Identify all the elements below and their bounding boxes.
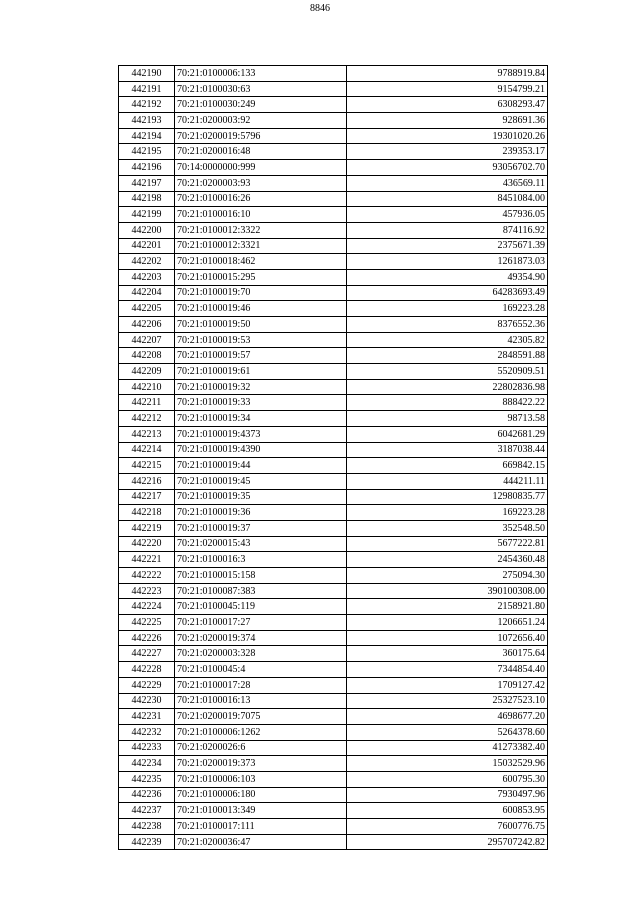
cadastral-number: 70:21:0100016:3 <box>175 552 347 568</box>
table-row <box>119 379 548 395</box>
table-row <box>119 269 548 285</box>
cadastral-value: 15032529.96 <box>347 756 548 772</box>
table-row <box>119 568 548 584</box>
cadastral-value: 295707242.82 <box>347 834 548 850</box>
row-number: 442227 <box>119 646 175 662</box>
row-number: 442226 <box>119 630 175 646</box>
row-number: 442218 <box>119 505 175 521</box>
row-number: 442194 <box>119 128 175 144</box>
row-number: 442210 <box>119 379 175 395</box>
table-row <box>119 364 548 380</box>
table-row <box>119 207 548 223</box>
cadastral-number: 70:21:0100019:36 <box>175 505 347 521</box>
row-number: 442236 <box>119 787 175 803</box>
cadastral-value: 5677222.81 <box>347 536 548 552</box>
row-number: 442203 <box>119 269 175 285</box>
cadastral-number: 70:21:0100045:4 <box>175 662 347 678</box>
table-row <box>119 332 548 348</box>
cadastral-value: 19301020.26 <box>347 128 548 144</box>
cadastral-value: 390100308.00 <box>347 583 548 599</box>
cadastral-value: 3187038.44 <box>347 442 548 458</box>
cadastral-value: 5520909.51 <box>347 364 548 380</box>
row-number: 442207 <box>119 332 175 348</box>
cadastral-value: 239353.17 <box>347 144 548 160</box>
table-row <box>119 285 548 301</box>
cadastral-value: 8451084.00 <box>347 191 548 207</box>
cadastral-value: 275094.30 <box>347 568 548 584</box>
row-number: 442220 <box>119 536 175 552</box>
cadastral-number: 70:21:0100006:180 <box>175 787 347 803</box>
table-row <box>119 740 548 756</box>
table-row <box>119 677 548 693</box>
cadastral-value: 8376552.36 <box>347 317 548 333</box>
table-row <box>119 222 548 238</box>
cadastral-number: 70:21:0200003:92 <box>175 113 347 129</box>
row-number: 442221 <box>119 552 175 568</box>
cadastral-value: 928691.36 <box>347 113 548 129</box>
cadastral-value: 12980835.77 <box>347 489 548 505</box>
cadastral-number: 70:21:0200019:7075 <box>175 709 347 725</box>
row-number: 442219 <box>119 520 175 536</box>
table-row <box>119 301 548 317</box>
cadastral-value: 1709127.42 <box>347 677 548 693</box>
table-row <box>119 97 548 113</box>
row-number: 442225 <box>119 615 175 631</box>
cadastral-number: 70:21:0100019:61 <box>175 364 347 380</box>
cadastral-value: 7930497.96 <box>347 787 548 803</box>
cadastral-number: 70:21:0100019:33 <box>175 395 347 411</box>
cadastral-value: 41273382.40 <box>347 740 548 756</box>
row-number: 442200 <box>119 222 175 238</box>
row-number: 442208 <box>119 348 175 364</box>
table-row <box>119 238 548 254</box>
cadastral-number: 70:21:0200036:47 <box>175 834 347 850</box>
cadastral-value: 2454360.48 <box>347 552 548 568</box>
row-number: 442197 <box>119 175 175 191</box>
cadastral-number: 70:21:0100017:28 <box>175 677 347 693</box>
cadastral-value: 42305.82 <box>347 332 548 348</box>
table-row <box>119 771 548 787</box>
row-number: 442209 <box>119 364 175 380</box>
cadastral-value: 600853.95 <box>347 803 548 819</box>
row-number: 442215 <box>119 458 175 474</box>
cadastral-number: 70:21:0100019:32 <box>175 379 347 395</box>
row-number: 442224 <box>119 599 175 615</box>
table-row <box>119 724 548 740</box>
table-row <box>119 630 548 646</box>
cadastral-number: 70:21:0100017:27 <box>175 615 347 631</box>
table-row <box>119 66 548 82</box>
cadastral-number: 70:21:0100019:44 <box>175 458 347 474</box>
row-number: 442229 <box>119 677 175 693</box>
cadastral-number: 70:21:0100019:46 <box>175 301 347 317</box>
table-row <box>119 803 548 819</box>
cadastral-number: 70:21:0100006:133 <box>175 66 347 82</box>
cadastral-value: 98713.58 <box>347 411 548 427</box>
table-row <box>119 489 548 505</box>
cadastral-value: 2375671.39 <box>347 238 548 254</box>
row-number: 442222 <box>119 568 175 584</box>
row-number: 442217 <box>119 489 175 505</box>
cadastral-value: 4698677.20 <box>347 709 548 725</box>
cadastral-number: 70:21:0100019:35 <box>175 489 347 505</box>
cadastral-number: 70:21:0100012:3322 <box>175 222 347 238</box>
table-row <box>119 693 548 709</box>
table-row <box>119 834 548 850</box>
cadastral-value: 7600776.75 <box>347 819 548 835</box>
cadastral-value-table <box>118 65 548 850</box>
table-row <box>119 144 548 160</box>
row-number: 442237 <box>119 803 175 819</box>
cadastral-value: 360175.64 <box>347 646 548 662</box>
table-row <box>119 191 548 207</box>
cadastral-number: 70:21:0100016:26 <box>175 191 347 207</box>
row-number: 442213 <box>119 426 175 442</box>
cadastral-number: 70:21:0100016:10 <box>175 207 347 223</box>
cadastral-number: 70:21:0100030:249 <box>175 97 347 113</box>
row-number: 442211 <box>119 395 175 411</box>
table-row <box>119 520 548 536</box>
cadastral-value: 169223.28 <box>347 505 548 521</box>
cadastral-value: 436569.11 <box>347 175 548 191</box>
cadastral-number: 70:21:0100013:349 <box>175 803 347 819</box>
cadastral-value: 1261873.03 <box>347 254 548 270</box>
cadastral-value: 93056702.70 <box>347 160 548 176</box>
row-number: 442235 <box>119 771 175 787</box>
table-body <box>119 66 548 850</box>
row-number: 442223 <box>119 583 175 599</box>
table-row <box>119 113 548 129</box>
cadastral-value: 888422.22 <box>347 395 548 411</box>
row-number: 442232 <box>119 724 175 740</box>
cadastral-number: 70:21:0100030:63 <box>175 81 347 97</box>
table-row <box>119 458 548 474</box>
row-number: 442231 <box>119 709 175 725</box>
cadastral-value: 7344854.40 <box>347 662 548 678</box>
row-number: 442234 <box>119 756 175 772</box>
cadastral-number: 70:21:0200019:374 <box>175 630 347 646</box>
cadastral-value: 9154799.21 <box>347 81 548 97</box>
table-row <box>119 81 548 97</box>
cadastral-value: 2158921.80 <box>347 599 548 615</box>
row-number: 442190 <box>119 66 175 82</box>
row-number: 442193 <box>119 113 175 129</box>
table-row <box>119 599 548 615</box>
table-row <box>119 787 548 803</box>
table-row <box>119 128 548 144</box>
cadastral-value: 669842.15 <box>347 458 548 474</box>
table-row <box>119 254 548 270</box>
cadastral-value: 874116.92 <box>347 222 548 238</box>
table-row <box>119 160 548 176</box>
cadastral-number: 70:21:0200019:5796 <box>175 128 347 144</box>
row-number: 442198 <box>119 191 175 207</box>
cadastral-number: 70:21:0100006:1262 <box>175 724 347 740</box>
cadastral-value: 5264378.60 <box>347 724 548 740</box>
cadastral-value: 1072656.40 <box>347 630 548 646</box>
row-number: 442230 <box>119 693 175 709</box>
row-number: 442202 <box>119 254 175 270</box>
row-number: 442196 <box>119 160 175 176</box>
cadastral-number: 70:21:0200019:373 <box>175 756 347 772</box>
table-row <box>119 552 548 568</box>
row-number: 442206 <box>119 317 175 333</box>
row-number: 442216 <box>119 473 175 489</box>
row-number: 442233 <box>119 740 175 756</box>
row-number: 442191 <box>119 81 175 97</box>
table-row <box>119 615 548 631</box>
row-number: 442192 <box>119 97 175 113</box>
cadastral-number: 70:21:0100019:53 <box>175 332 347 348</box>
cadastral-value: 457936.05 <box>347 207 548 223</box>
cadastral-value: 444211.11 <box>347 473 548 489</box>
row-number: 442239 <box>119 834 175 850</box>
row-number: 442214 <box>119 442 175 458</box>
cadastral-value: 9788919.84 <box>347 66 548 82</box>
cadastral-number: 70:21:0100019:45 <box>175 473 347 489</box>
table-row <box>119 583 548 599</box>
cadastral-number: 70:21:0200026:6 <box>175 740 347 756</box>
cadastral-number: 70:21:0100006:103 <box>175 771 347 787</box>
cadastral-number: 70:21:0100016:13 <box>175 693 347 709</box>
cadastral-value: 22802836.98 <box>347 379 548 395</box>
cadastral-number: 70:21:0100019:70 <box>175 285 347 301</box>
table-row <box>119 505 548 521</box>
cadastral-number: 70:21:0100015:158 <box>175 568 347 584</box>
table-row <box>119 646 548 662</box>
row-number: 442238 <box>119 819 175 835</box>
table-row <box>119 536 548 552</box>
table-row <box>119 709 548 725</box>
cadastral-number: 70:21:0100019:50 <box>175 317 347 333</box>
row-number: 442204 <box>119 285 175 301</box>
cadastral-value: 6308293.47 <box>347 97 548 113</box>
table-row <box>119 395 548 411</box>
table-row <box>119 411 548 427</box>
row-number: 442212 <box>119 411 175 427</box>
table-row <box>119 819 548 835</box>
row-number: 442195 <box>119 144 175 160</box>
cadastral-number: 70:21:0100087:383 <box>175 583 347 599</box>
cadastral-number: 70:21:0100019:34 <box>175 411 347 427</box>
table-row <box>119 756 548 772</box>
table-row <box>119 175 548 191</box>
cadastral-number: 70:21:0100019:37 <box>175 520 347 536</box>
table-row <box>119 442 548 458</box>
table-row <box>119 426 548 442</box>
cadastral-number: 70:21:0100018:462 <box>175 254 347 270</box>
table-row <box>119 662 548 678</box>
table-row <box>119 473 548 489</box>
cadastral-number: 70:14:0000000:999 <box>175 160 347 176</box>
cadastral-value: 25327523.10 <box>347 693 548 709</box>
cadastral-number: 70:21:0200016:48 <box>175 144 347 160</box>
cadastral-number: 70:21:0100015:295 <box>175 269 347 285</box>
cadastral-value: 2848591.88 <box>347 348 548 364</box>
cadastral-value: 1206651.24 <box>347 615 548 631</box>
cadastral-number: 70:21:0100019:4373 <box>175 426 347 442</box>
cadastral-number: 70:21:0100045:119 <box>175 599 347 615</box>
cadastral-value: 64283693.49 <box>347 285 548 301</box>
cadastral-value: 49354.90 <box>347 269 548 285</box>
cadastral-number: 70:21:0200003:328 <box>175 646 347 662</box>
cadastral-value: 600795.30 <box>347 771 548 787</box>
table-row <box>119 348 548 364</box>
cadastral-number: 70:21:0200003:93 <box>175 175 347 191</box>
table-row <box>119 317 548 333</box>
cadastral-number: 70:21:0100017:111 <box>175 819 347 835</box>
page-number: 8846 <box>310 3 330 14</box>
cadastral-number: 70:21:0100019:57 <box>175 348 347 364</box>
cadastral-number: 70:21:0100019:4390 <box>175 442 347 458</box>
row-number: 442205 <box>119 301 175 317</box>
cadastral-value: 169223.28 <box>347 301 548 317</box>
cadastral-number: 70:21:0200015:43 <box>175 536 347 552</box>
cadastral-value: 352548.50 <box>347 520 548 536</box>
row-number: 442199 <box>119 207 175 223</box>
cadastral-number: 70:21:0100012:3321 <box>175 238 347 254</box>
row-number: 442201 <box>119 238 175 254</box>
cadastral-value: 6042681.29 <box>347 426 548 442</box>
row-number: 442228 <box>119 662 175 678</box>
